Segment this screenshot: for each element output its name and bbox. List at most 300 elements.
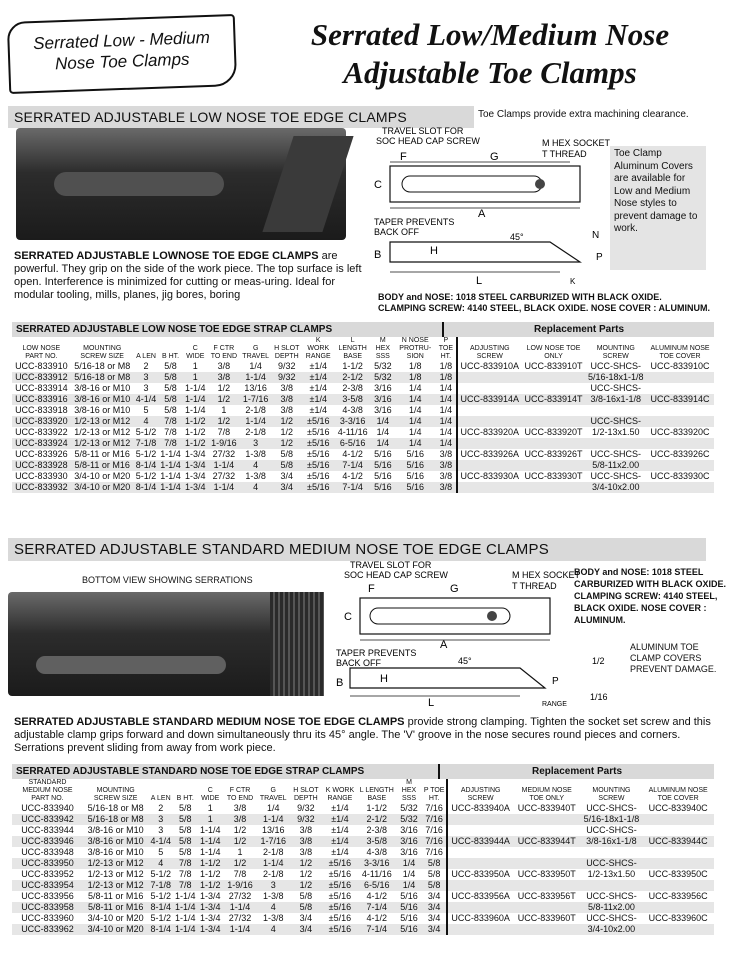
table-cell: ±1/4	[322, 836, 357, 847]
table-cell: 2-1/8	[245, 427, 266, 437]
table-cell: 5/16	[395, 460, 436, 471]
table-cell: 1-3/4	[199, 913, 221, 923]
table-cell: 3/4	[427, 913, 441, 923]
table-cell: 2-3/8	[342, 383, 363, 393]
column-header: STANDARD MEDIUM NOSE PART NO.	[22, 779, 73, 802]
table-row	[12, 814, 714, 825]
table-cell: 1-1/4	[199, 847, 221, 857]
table-cell: 1/4	[408, 427, 422, 437]
table-cell: 5/8	[164, 383, 177, 393]
table-row	[12, 383, 714, 394]
table-cell: UCC-833910	[15, 361, 68, 371]
table-cell: 3/8-16 or M10	[74, 383, 131, 393]
table-cell: ±1/4	[331, 847, 349, 857]
table-cell: 5/16	[406, 449, 424, 459]
replacement-part-cell	[447, 902, 512, 913]
table-cell: 1/4	[395, 394, 436, 405]
table-cell: 5/16	[374, 449, 392, 459]
table-cell: 1-1/4	[174, 902, 196, 912]
table-cell: 3	[158, 825, 164, 835]
table-cell: UCC-833952	[21, 869, 74, 879]
table-cell: 1-3/8	[262, 891, 284, 901]
table-cell: 5/16-18 or M8	[87, 803, 144, 813]
replacement-part-cell	[646, 372, 714, 383]
table-cell: 5/8	[422, 858, 448, 869]
replacement-part-cell: UCC-833910C	[650, 361, 710, 371]
replacement-part-cell	[646, 405, 714, 416]
table-cell: 4	[257, 924, 289, 935]
med-description	[14, 716, 730, 755]
table-cell: 1-7/16	[240, 394, 272, 405]
replacement-part-cell: UCC-SHCS-	[585, 416, 646, 427]
low-spec-table	[12, 337, 714, 493]
badge-line-2: Nose Toe Clamps	[54, 49, 190, 74]
table-cell: ±5/16	[307, 471, 330, 481]
table-cell: ±1/4	[309, 405, 327, 415]
replacement-part-cell: UCC-SHCS-	[590, 471, 641, 481]
table-cell: 5-1/2	[135, 449, 157, 459]
table-cell: 1-1/4	[174, 913, 196, 923]
table-cell: ±1/4	[322, 814, 357, 825]
table-cell: 1-1/2	[197, 858, 222, 869]
table-cell: 1/2-13 or M12	[83, 858, 149, 869]
table-cell: UCC-833960	[21, 913, 74, 923]
column-header: MOUNTING SCREW SIZE	[93, 787, 138, 802]
column-header: B HT.	[161, 353, 180, 360]
dim-G: G	[490, 151, 499, 163]
replacement-part-cell: UCC-833930T	[524, 471, 583, 481]
column-header: P TOE HT.	[438, 337, 453, 360]
table-cell: 3/16	[400, 825, 418, 835]
table-cell: ±5/16	[302, 438, 334, 449]
med-spec-table	[12, 779, 714, 935]
low-material-line-2: CLAMPING SCREW: 4140 STEEL, BLACK OXIDE. NOSE COVER : ALUMINUM.	[378, 303, 711, 313]
table-cell: 4-1/2	[366, 891, 388, 901]
table-cell: 2-1/8	[262, 869, 284, 879]
table-cell: 3	[240, 438, 272, 449]
table-cell: 5/16	[396, 924, 422, 935]
table-cell: 1/2-13 or M12	[71, 438, 134, 449]
table-cell: 3/16	[374, 405, 392, 415]
column-header: LOW NOSE PART NO.	[22, 345, 61, 360]
table-cell: 5/32	[374, 361, 392, 371]
title-line-1: Serrated Low/Medium Nose	[310, 17, 670, 52]
med-rp-title: Replacement Parts	[438, 764, 714, 779]
label-taper: TAPER PREVENTS	[336, 648, 417, 658]
replacement-part-cell: 1/2-13x1.50	[587, 869, 636, 879]
table-cell: 2	[158, 803, 164, 813]
table-cell: ±5/16	[328, 913, 352, 923]
clamp-slot	[54, 172, 224, 196]
replacement-part-cell: 3/4-10x2.00	[585, 482, 646, 493]
replacement-part-cell	[513, 847, 581, 858]
replacement-part-cell: UCC-SHCS-	[581, 858, 643, 869]
replacement-part-cell	[522, 482, 586, 493]
dim-F: F	[400, 151, 407, 163]
replacement-part-cell	[457, 372, 522, 383]
table-cell: 5/8	[271, 460, 302, 471]
low-cover-note-box	[610, 146, 706, 270]
label-travel-slot: TRAVEL SLOT FOR	[382, 126, 464, 136]
column-header: P TOE HT.	[423, 787, 445, 802]
table-cell: UCC-833932	[12, 482, 71, 493]
table-cell: UCC-833916	[12, 394, 71, 405]
table-cell: 3/16	[371, 394, 395, 405]
table-cell: 1/2-13 or M12	[71, 416, 134, 427]
column-header: ALUMINUM NOSE TOE COVER	[648, 787, 708, 802]
table-cell: 3	[134, 372, 159, 383]
table-cell: 1-3/4	[183, 482, 208, 493]
replacement-part-cell: UCC-833956C	[648, 891, 708, 901]
table-cell: ±5/16	[302, 416, 334, 427]
replacement-part-cell: 3/8-16x1-1/8	[581, 836, 643, 847]
label-angle: 45°	[458, 656, 472, 666]
table-cell: 1-1/4	[174, 891, 196, 901]
column-header: LOW NOSE TOE ONLY	[526, 345, 581, 360]
table-cell: 8-1/4	[135, 482, 157, 492]
table-cell: UCC-833942	[12, 814, 83, 825]
table-cell: 1-1/4	[197, 836, 222, 847]
table-cell: 1-1/2	[197, 880, 222, 891]
replacement-part-cell: UCC-833950T	[517, 869, 576, 879]
replacement-part-cell: UCC-833960C	[648, 913, 708, 923]
table-cell: 1-3/4	[197, 902, 222, 913]
table-cell: 5/16	[400, 891, 418, 901]
table-cell: 3-3/16	[334, 416, 371, 427]
column-header: N NOSE PROTRU-SION	[399, 337, 432, 360]
table-cell: 3/16	[374, 383, 392, 393]
table-cell: 7/8	[164, 427, 177, 437]
table-cell: 1/4	[408, 405, 422, 415]
table-cell: UCC-833956	[21, 891, 74, 901]
table-cell: 1/2	[289, 858, 322, 869]
table-cell: 5/16	[374, 471, 392, 481]
table-cell: 7/8	[158, 416, 183, 427]
replacement-part-cell: 5/8-11x2.00	[585, 460, 646, 471]
replacement-part-cell	[581, 880, 643, 891]
dim-B: B	[336, 677, 344, 689]
table-cell: 1/4	[402, 869, 416, 879]
table-cell: 1-1/2	[366, 803, 388, 813]
table-cell: UCC-833928	[12, 460, 71, 471]
dim-N: N	[592, 230, 600, 241]
column-header: C WIDE	[201, 787, 220, 802]
column-header: G TRAVEL	[259, 787, 287, 802]
label-range: RANGE	[542, 701, 567, 708]
table-cell: ±5/16	[328, 891, 352, 901]
label-back-off: BACK OFF	[374, 227, 420, 237]
table-cell: 4-11/16	[337, 427, 368, 437]
table-cell: 3/8	[439, 471, 453, 481]
label-t-thread: T THREAD	[542, 149, 587, 159]
table-cell: ±1/4	[331, 803, 349, 813]
replacement-part-cell	[522, 416, 586, 427]
table-cell: 3/8	[299, 847, 313, 857]
table-cell: 5/16-18 or M8	[83, 814, 149, 825]
column-header: ALUMINUM NOSE TOE COVER	[650, 345, 710, 360]
replacement-part-cell	[457, 460, 522, 471]
table-cell: ±5/16	[328, 869, 352, 879]
table-row	[12, 880, 714, 891]
table-cell: 1-7/16	[257, 836, 289, 847]
table-cell: 3/8-16 or M10	[74, 405, 131, 415]
table-cell: 1-1/4	[257, 814, 289, 825]
table-cell: 4	[148, 858, 173, 869]
table-cell: 1-1/4	[160, 482, 181, 492]
low-nose-clamp-photo	[16, 128, 346, 240]
replacement-part-cell	[646, 482, 714, 493]
replacement-part-cell: 5/16-18x1-1/8	[585, 372, 646, 383]
table-cell: 5/8	[178, 825, 192, 835]
table-cell: 7-1/4	[334, 460, 371, 471]
table-cell: 1-3/4	[185, 449, 206, 459]
table-cell: 5/16	[395, 482, 436, 493]
table-cell: 1/4	[439, 427, 453, 437]
table-cell: ±5/16	[302, 460, 334, 471]
table-cell: 7/16	[425, 847, 443, 857]
table-cell: 7-1/4	[357, 924, 396, 935]
table-row	[12, 891, 714, 902]
table-cell: 2-1/2	[357, 814, 396, 825]
table-cell: 7/8	[158, 438, 183, 449]
table-cell: 3	[143, 383, 149, 393]
table-cell: 1-1/4	[160, 449, 181, 459]
table-cell: 1-1/4	[240, 416, 272, 427]
table-cell: 13/16	[261, 825, 285, 835]
table-cell: 3/8	[233, 803, 247, 813]
table-cell: 1/2	[299, 869, 313, 879]
replacement-part-cell	[457, 482, 522, 493]
table-cell: 1-1/4	[160, 471, 181, 481]
table-cell: 1-1/2	[183, 416, 208, 427]
table-cell: UCC-833940	[21, 803, 74, 813]
low-description	[14, 250, 370, 302]
table-cell: 13/16	[244, 383, 267, 393]
table-cell: 4-11/16	[361, 869, 392, 879]
med-table-title: SERRATED ADJUSTABLE STANDARD NOSE TOE EDGE STRAP CLAMPS	[12, 764, 438, 779]
table-cell: 7/8	[173, 880, 198, 891]
dim-B: B	[374, 249, 382, 261]
replacement-part-cell: UCC-833956T	[517, 891, 576, 901]
table-cell: UCC-833958	[12, 902, 83, 913]
table-cell: UCC-833962	[12, 924, 83, 935]
replacement-part-cell	[457, 438, 522, 449]
clamp-serrations	[270, 592, 324, 696]
replacement-part-cell	[581, 847, 643, 858]
replacement-part-cell: 3/4-10x2.00	[581, 924, 643, 935]
table-cell: 9/32	[271, 372, 302, 383]
replacement-part-cell: UCC-833944C	[642, 836, 714, 847]
table-cell: 5-1/2	[135, 427, 157, 437]
table-cell: 3/8-16 or M10	[87, 847, 144, 857]
table-cell: 6-5/16	[357, 880, 396, 891]
replacement-part-cell: UCC-833930A	[457, 471, 522, 482]
table-cell: 4-1/2	[342, 471, 363, 481]
table-cell: 4-1/2	[366, 913, 388, 923]
replacement-part-cell	[646, 416, 714, 427]
replacement-part-cell	[513, 902, 581, 913]
table-cell: 4-1/4	[150, 836, 171, 846]
column-header: B HT.	[176, 795, 194, 802]
replacement-part-cell	[447, 814, 512, 825]
table-cell: 3/4-10 or M20	[83, 924, 149, 935]
table-cell: 1-1/2	[185, 427, 206, 437]
table-row	[12, 438, 714, 449]
replacement-part-cell: UCC-833914C	[646, 394, 714, 405]
low-nose-dimension-diagram	[370, 124, 620, 294]
table-cell: 5/16-18 or M8	[71, 372, 134, 383]
replacement-part-cell: UCC-833960T	[517, 913, 576, 923]
table-row	[12, 405, 714, 416]
table-cell: 1/4	[249, 361, 262, 371]
table-cell: 5/16	[396, 902, 422, 913]
table-cell: ±5/16	[322, 924, 357, 935]
table-cell: 5/8	[158, 394, 183, 405]
table-cell: 7/8	[173, 858, 198, 869]
table-cell: 3/4	[289, 924, 322, 935]
table-cell: 1/2	[271, 438, 302, 449]
table-cell: 1-1/4	[257, 858, 289, 869]
table-cell: 1	[183, 372, 208, 383]
table-cell: 1	[221, 405, 227, 415]
table-row	[12, 924, 714, 935]
table-cell: UCC-833948	[21, 847, 74, 857]
table-cell: 1/2	[223, 858, 257, 869]
table-cell: 2	[143, 361, 149, 371]
table-cell: 5/8-11 or M16	[71, 460, 134, 471]
replacement-part-cell: UCC-833940T	[517, 803, 576, 813]
table-cell: UCC-833946	[12, 836, 83, 847]
replacement-part-cell: UCC-833910A	[457, 361, 522, 372]
table-cell: 3	[148, 814, 173, 825]
replacement-part-cell	[457, 405, 522, 416]
replacement-part-cell: UCC-833920C	[650, 427, 710, 437]
table-cell: 1/4	[436, 394, 457, 405]
table-cell: 7/16	[422, 836, 448, 847]
column-header: ADJUSTING SCREW	[457, 337, 522, 361]
table-cell: 1/2	[208, 394, 240, 405]
table-cell: 1-1/4	[223, 902, 257, 913]
replacement-part-cell: UCC-833926T	[524, 449, 583, 459]
table-cell: ±1/4	[309, 361, 327, 371]
replacement-part-cell	[585, 405, 646, 416]
table-cell: ±5/16	[322, 880, 357, 891]
table-cell: 1/4	[266, 803, 280, 813]
table-cell: 1/8	[436, 372, 457, 383]
table-cell: 2-3/8	[366, 825, 388, 835]
table-cell: 1	[207, 803, 213, 813]
med-description-bold: SERRATED ADJUSTABLE STANDARD MEDIUM NOSE TOE EDGE CLAMPS	[14, 716, 405, 728]
column-header: A LEN	[136, 353, 156, 360]
replacement-part-cell: UCC-833926C	[650, 449, 710, 459]
table-cell: ±5/16	[302, 482, 334, 493]
table-row	[12, 803, 714, 814]
replacement-part-cell: UCC-833920A	[457, 427, 522, 438]
table-cell: 1-1/4	[185, 383, 206, 393]
table-cell: 3/4	[422, 902, 448, 913]
replacement-part-cell: UCC-SHCS-	[586, 803, 637, 813]
table-cell: 4	[134, 416, 159, 427]
table-cell: 5/8	[289, 902, 322, 913]
table-cell: 1-1/4	[240, 372, 272, 383]
replacement-part-cell	[513, 924, 581, 935]
table-cell: 7/16	[422, 814, 448, 825]
table-cell: 1/8	[439, 361, 453, 371]
dim-G: G	[450, 583, 459, 595]
table-cell: 3/8	[439, 449, 453, 459]
replacement-part-cell	[513, 880, 581, 891]
table-cell: 1/4	[396, 880, 422, 891]
replacement-part-cell	[447, 858, 512, 869]
table-cell: 5	[158, 847, 164, 857]
table-row	[12, 460, 714, 471]
label-half: 1/2	[592, 656, 605, 666]
table-cell: 1	[197, 814, 222, 825]
table-cell: 1/4	[436, 416, 457, 427]
table-cell: 1-3/4	[197, 924, 222, 935]
dim-H: H	[380, 673, 388, 685]
low-table-wrapper	[12, 322, 714, 493]
table-cell: 1-1/4	[208, 482, 240, 493]
table-cell: 7-1/8	[150, 880, 171, 890]
table-cell: ±5/16	[322, 902, 357, 913]
table-cell: 3/4	[299, 913, 313, 923]
table-cell: 4-1/2	[342, 449, 363, 459]
table-cell: ±1/4	[331, 825, 349, 835]
replacement-part-cell: UCC-SHCS-	[590, 383, 641, 393]
replacement-part-cell	[513, 814, 581, 825]
table-row	[12, 416, 714, 427]
table-cell: 1/4	[371, 416, 395, 427]
replacement-part-cell: UCC-833940A	[447, 803, 512, 814]
table-cell: 1-1/4	[174, 924, 196, 934]
replacement-part-cell	[646, 438, 714, 449]
table-cell: 3/8	[217, 361, 231, 371]
table-cell: 1/2-13 or M12	[74, 427, 131, 437]
replacement-part-cell	[447, 825, 512, 836]
table-cell: 5/8	[178, 847, 192, 857]
title-line-2: Adjustable Toe Clamps	[343, 55, 637, 90]
table-cell: 1-1/2	[342, 361, 363, 371]
table-cell: 4-1/4	[135, 394, 157, 404]
table-cell: 3/8	[223, 814, 257, 825]
table-row	[12, 449, 714, 460]
replacement-part-cell: UCC-833914A	[457, 394, 522, 405]
table-cell: 7/8	[217, 427, 231, 437]
table-cell: 1-1/4	[208, 460, 240, 471]
table-cell: 1-3/8	[245, 471, 266, 481]
table-cell: UCC-833950	[12, 858, 83, 869]
replacement-part-cell: UCC-SHCS-	[590, 361, 641, 371]
table-cell: 3/8	[271, 394, 302, 405]
replacement-part-cell: UCC-833940C	[648, 803, 708, 813]
table-cell: 1/4	[395, 416, 436, 427]
table-cell: ±5/16	[307, 427, 330, 437]
replacement-part-cell	[642, 924, 714, 935]
replacement-part-cell	[522, 438, 586, 449]
table-cell: 3/8-16 or M10	[83, 836, 149, 847]
dim-K: K	[570, 277, 576, 286]
table-cell: 1/2-13 or M12	[83, 880, 149, 891]
replacement-part-cell: 5/16-18x1-1/8	[581, 814, 643, 825]
low-rp-title: Replacement Parts	[442, 322, 714, 337]
label-back-off: BACK OFF	[336, 658, 382, 668]
table-cell: 1/4	[395, 438, 436, 449]
table-cell: 2-1/2	[334, 372, 371, 383]
table-cell: 4	[240, 460, 272, 471]
table-cell: UCC-833944	[21, 825, 74, 835]
dim-A: A	[440, 639, 448, 651]
